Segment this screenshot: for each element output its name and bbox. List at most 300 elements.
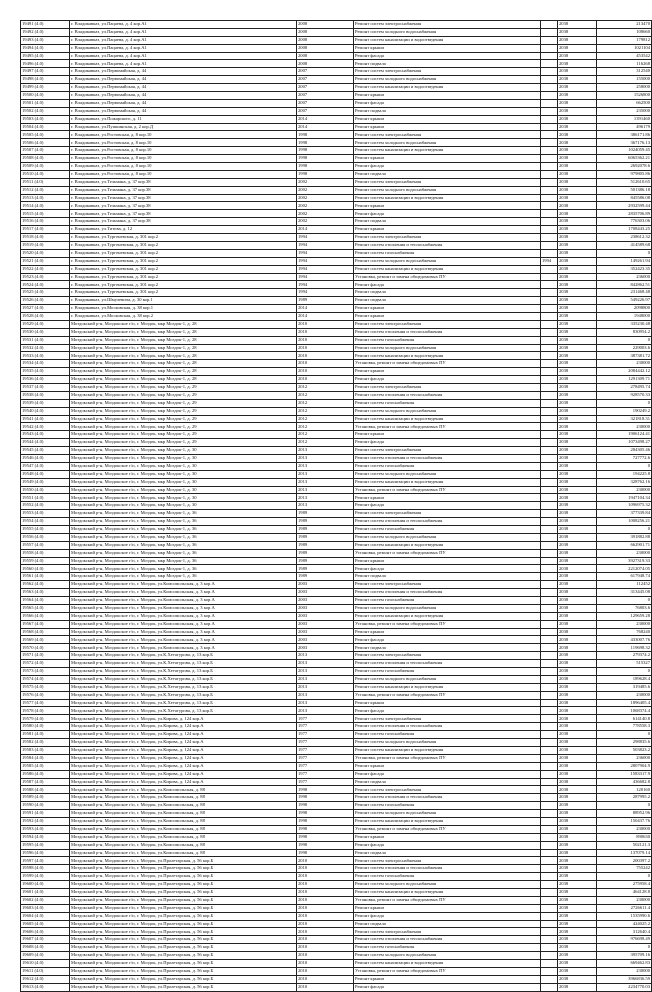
table-row <box>21 265 652 273</box>
plan-year-cell: 2038 <box>558 21 597 29</box>
sum-cell: 3927319.33 <box>597 557 652 565</box>
address-cell: Моздокский р-н, Моздокское г/п, г. Моздок, мкр Моздок-1, д. 36 <box>70 510 297 518</box>
row-id-cell: 19610 (4.0) <box>21 959 70 967</box>
table-row <box>21 597 652 605</box>
build-year-cell: 2013 <box>297 691 354 699</box>
row-id-cell: 19569 (4.0) <box>21 636 70 644</box>
table-row <box>21 336 652 344</box>
address-cell: Моздокский р-н, Моздокское г/п, г. Моздок, ул.К.Хетагурова, д. 13 кор.Б <box>70 668 297 676</box>
work-type-cell: Ремонт систем газоснабжения <box>354 526 541 534</box>
row-id-cell: 19587 (4.0) <box>21 778 70 786</box>
address-cell: Моздокский р-н, Моздокское г/п, г. Моздок, ул.Пролетарская, д. 56 кор.Б <box>70 944 297 952</box>
plan-year-cell: 2038 <box>558 912 597 920</box>
row-id-cell: 19499 (4.0) <box>21 84 70 92</box>
extra-year-cell <box>541 99 558 107</box>
build-year-cell: 2010 <box>297 881 354 889</box>
sum-cell: 414589.68 <box>597 241 652 249</box>
sum-cell: 231468.48 <box>597 289 652 297</box>
row-id-cell: 19512 (4.0) <box>21 186 70 194</box>
sum-cell: 312640.4 <box>597 928 652 936</box>
build-year-cell: 2010 <box>297 983 354 991</box>
extra-year-cell <box>541 163 558 171</box>
address-cell: Моздокский р-н, Моздокское г/п, г. Моздок, ул.Комсомольская, д. 88 <box>70 817 297 825</box>
table-row <box>21 675 652 683</box>
work-type-cell: Ремонт подвала <box>354 920 541 928</box>
plan-year-cell: 2038 <box>558 691 597 699</box>
row-id-cell: 19588 (4.0) <box>21 786 70 794</box>
extra-year-cell <box>541 226 558 234</box>
extra-year-cell <box>541 210 558 218</box>
build-year-cell: 2007 <box>297 84 354 92</box>
extra-year-cell <box>541 849 558 857</box>
sum-cell: 313445.08 <box>597 589 652 597</box>
build-year-cell: 2003 <box>297 644 354 652</box>
table-row <box>21 786 652 794</box>
sum-cell: 287995.2 <box>597 794 652 802</box>
address-cell: г. Владикавказ, ул.Шмулевича, д. 30 кор.1 <box>70 297 297 305</box>
work-type-cell: Ремонт систем отопления и теплоснабжения <box>354 454 541 462</box>
work-type-cell: Ремонт подвала <box>354 107 541 115</box>
address-cell: г. Владикавказ, ул.Первомайская, д. 44 <box>70 76 297 84</box>
sum-cell: 229003.6 <box>597 344 652 352</box>
extra-year-cell <box>541 675 558 683</box>
build-year-cell: 2013 <box>297 668 354 676</box>
table-row <box>21 360 652 368</box>
address-cell: Моздокский р-н, Моздокское г/п, г. Моздок, мкр Моздок-1, д. 30 <box>70 454 297 462</box>
row-id-cell: 19525 (4.0) <box>21 289 70 297</box>
build-year-cell: 2013 <box>297 494 354 502</box>
sum-cell: 503823.2 <box>597 746 652 754</box>
plan-year-cell: 2038 <box>558 76 597 84</box>
document-page <box>20 20 650 992</box>
table-row <box>21 865 652 873</box>
extra-year-cell <box>541 896 558 904</box>
extra-year-cell <box>541 557 558 565</box>
work-type-cell: Ремонт систем холодного водоснабжения <box>354 810 541 818</box>
work-type-cell: Ремонт крыши <box>354 123 541 131</box>
build-year-cell: 2007 <box>297 76 354 84</box>
extra-year-cell <box>541 739 558 747</box>
sum-cell: 0 <box>597 802 652 810</box>
extra-year-cell <box>541 707 558 715</box>
plan-year-cell: 2038 <box>558 194 597 202</box>
table-row <box>21 494 652 502</box>
extra-year-cell <box>541 770 558 778</box>
sum-cell: 137079.14 <box>597 849 652 857</box>
extra-year-cell <box>541 494 558 502</box>
plan-year-cell: 2038 <box>558 841 597 849</box>
table-row <box>21 565 652 573</box>
table-row <box>21 218 652 226</box>
plan-year-cell: 2038 <box>558 928 597 936</box>
address-cell: г. Владикавказ, ул.Тургеневская, д. 301 кор.2 <box>70 234 297 242</box>
plan-year-cell: 2038 <box>558 833 597 841</box>
build-year-cell: 2002 <box>297 194 354 202</box>
row-id-cell: 19554 (4.0) <box>21 518 70 526</box>
address-cell: Моздокский р-н, Моздокское г/п, г. Моздок, ул.Пролетарская, д. 56 кор.Б <box>70 912 297 920</box>
build-year-cell: 1994 <box>297 234 354 242</box>
address-cell: Моздокский р-н, Моздокское г/п, г. Моздок, ул.К.Хетагурова, д. 13 кор.Б <box>70 660 297 668</box>
table-row <box>21 746 652 754</box>
row-id-cell: 19493 (4.0) <box>21 36 70 44</box>
sum-cell: 1008256.21 <box>597 518 652 526</box>
row-id-cell: 19579 (4.0) <box>21 715 70 723</box>
extra-year-cell <box>541 975 558 983</box>
sum-cell: 387381.72 <box>597 352 652 360</box>
table-row <box>21 423 652 431</box>
address-cell: г. Владикавказ, ул.Ростовская, д. 8 кор.10 <box>70 155 297 163</box>
row-id-cell: 19600 (4.0) <box>21 881 70 889</box>
extra-year-cell <box>541 778 558 786</box>
table-row <box>21 952 652 960</box>
plan-year-cell: 2038 <box>558 920 597 928</box>
plan-year-cell: 2038 <box>558 320 597 328</box>
work-type-cell: Ремонт фасада <box>354 707 541 715</box>
plan-year-cell: 2038 <box>558 107 597 115</box>
work-type-cell: Ремонт систем канализации и водоотведения <box>354 352 541 360</box>
extra-year-cell <box>541 407 558 415</box>
extra-year-cell <box>541 462 558 470</box>
sum-cell: 88952.96 <box>597 810 652 818</box>
work-type-cell: Ремонт систем канализации и водоотведения <box>354 541 541 549</box>
extra-year-cell <box>541 84 558 92</box>
extra-year-cell <box>541 470 558 478</box>
plan-year-cell: 2038 <box>558 888 597 896</box>
row-id-cell: 19612 (4.0) <box>21 975 70 983</box>
table-row <box>21 76 652 84</box>
row-id-cell: 19537 (4.0) <box>21 383 70 391</box>
address-cell: Моздокский р-н, Моздокское г/п, г. Моздок, ул.Пролетарская, д. 56 кор.Б <box>70 881 297 889</box>
work-type-cell: Ремонт систем газоснабжения <box>354 731 541 739</box>
work-type-cell: Ремонт подвала <box>354 289 541 297</box>
address-cell: Моздокский р-н, Моздокское г/п, г. Моздок, ул.Кирова, д. 124 кор.А <box>70 762 297 770</box>
build-year-cell: 1998 <box>297 841 354 849</box>
build-year-cell: 1998 <box>297 794 354 802</box>
table-row <box>21 210 652 218</box>
work-type-cell: Ремонт систем канализации и водоотведения <box>354 415 541 423</box>
row-id-cell: 19534 (4.0) <box>21 360 70 368</box>
sum-cell: 194225.8 <box>597 470 652 478</box>
plan-year-cell: 2038 <box>558 739 597 747</box>
address-cell: г. Владикавказ, ул.Первомайская, д. 44 <box>70 92 297 100</box>
row-id-cell: 19536 (4.0) <box>21 376 70 384</box>
work-type-cell: Установка, ремонт и замена общедомовых ПУ <box>354 754 541 762</box>
build-year-cell: 2012 <box>297 415 354 423</box>
plan-year-cell: 2038 <box>558 202 597 210</box>
address-cell: г. Владикавказ, ул.Пацаева, д. 4 кор.А1 <box>70 60 297 68</box>
row-id-cell: 19529 (4.0) <box>21 320 70 328</box>
plan-year-cell: 2038 <box>558 904 597 912</box>
build-year-cell: 1989 <box>297 557 354 565</box>
extra-year-cell <box>541 178 558 186</box>
build-year-cell: 2014 <box>297 305 354 313</box>
work-type-cell: Ремонт систем холодного водоснабжения <box>354 28 541 36</box>
row-id-cell: 19571 (4.0) <box>21 652 70 660</box>
plan-year-cell: 2038 <box>558 234 597 242</box>
sum-cell: 129659.28 <box>597 612 652 620</box>
row-id-cell: 19528 (4.0) <box>21 312 70 320</box>
row-id-cell: 19578 (4.0) <box>21 707 70 715</box>
address-cell: Моздокский р-н, Моздокское г/п, г. Моздок, ул.Комсомольская, д. 3 кор.А <box>70 628 297 636</box>
build-year-cell: 2014 <box>297 226 354 234</box>
work-type-cell: Ремонт систем электроснабжения <box>354 715 541 723</box>
work-type-cell: Ремонт систем канализации и водоотведения <box>354 612 541 620</box>
work-type-cell: Ремонт крыши <box>354 431 541 439</box>
table-row <box>21 944 652 952</box>
address-cell: Моздокский р-н, Моздокское г/п, г. Моздок, мкр Моздок-1, д. 28 <box>70 376 297 384</box>
row-id-cell: 19597 (4.0) <box>21 857 70 865</box>
work-type-cell: Ремонт систем газоснабжения <box>354 668 541 676</box>
address-cell: Моздокский р-н, Моздокское г/п, г. Моздок, ул.К.Хетагурова, д. 13 кор.Б <box>70 691 297 699</box>
extra-year-cell <box>541 920 558 928</box>
build-year-cell: 1998 <box>297 802 354 810</box>
plan-year-cell: 2038 <box>558 241 597 249</box>
row-id-cell: 19575 (4.0) <box>21 683 70 691</box>
table-row <box>21 628 652 636</box>
extra-year-cell <box>541 399 558 407</box>
plan-year-cell: 2038 <box>558 265 597 273</box>
extra-year-cell <box>541 731 558 739</box>
address-cell: Моздокский р-н, Моздокское г/п, г. Моздок, мкр Моздок-1, д. 30 <box>70 447 297 455</box>
extra-year-cell <box>541 825 558 833</box>
work-type-cell: Ремонт систем электроснабжения <box>354 786 541 794</box>
table-row <box>21 305 652 313</box>
row-id-cell: 19523 (4.0) <box>21 273 70 281</box>
table-row <box>21 99 652 107</box>
work-type-cell: Ремонт крыши <box>354 833 541 841</box>
sum-cell: 230000 <box>597 896 652 904</box>
work-type-cell: Ремонт крыши <box>354 226 541 234</box>
plan-year-cell: 2038 <box>558 549 597 557</box>
table-row <box>21 967 652 975</box>
address-cell: Моздокский р-н, Моздокское г/п, г. Моздок, мкр Моздок-1, д. 36 <box>70 526 297 534</box>
build-year-cell: 2010 <box>297 336 354 344</box>
plan-year-cell: 2038 <box>558 218 597 226</box>
address-cell: Моздокский р-н, Моздокское г/п, г. Моздок, ул.Комсомольская, д. 3 кор.А <box>70 620 297 628</box>
address-cell: Моздокский р-н, Моздокское г/п, г. Моздок, ул.Комсомольская, д. 88 <box>70 825 297 833</box>
extra-year-cell <box>541 28 558 36</box>
build-year-cell: 1989 <box>297 526 354 534</box>
table-row <box>21 518 652 526</box>
table-row <box>21 691 652 699</box>
work-type-cell: Установка, ремонт и замена общедомовых ПУ <box>354 967 541 975</box>
work-type-cell: Ремонт крыши <box>354 904 541 912</box>
table-row <box>21 383 652 391</box>
work-type-cell: Ремонт систем канализации и водоотведения <box>354 147 541 155</box>
sum-cell: 0 <box>597 526 652 534</box>
extra-year-cell <box>541 636 558 644</box>
sum-cell: 1708443.25 <box>597 226 652 234</box>
table-row <box>21 770 652 778</box>
plan-year-cell: 2038 <box>558 210 597 218</box>
address-cell: Моздокский р-н, Моздокское г/п, г. Моздок, ул.Пролетарская, д. 56 кор.Б <box>70 983 297 991</box>
table-row <box>21 312 652 320</box>
address-cell: г. Владикавказ, ул.Ростовская, д. 8 кор.10 <box>70 147 297 155</box>
row-id-cell: 19522 (4.0) <box>21 265 70 273</box>
row-id-cell: 19592 (4.0) <box>21 817 70 825</box>
build-year-cell: 2003 <box>297 636 354 644</box>
build-year-cell: 1977 <box>297 778 354 786</box>
build-year-cell: 2003 <box>297 581 354 589</box>
sum-cell: 0 <box>597 731 652 739</box>
plan-year-cell: 2038 <box>558 99 597 107</box>
extra-year-cell <box>541 439 558 447</box>
sum-cell: 1583317.9 <box>597 770 652 778</box>
sum-cell: 0 <box>597 462 652 470</box>
sum-cell: 230000 <box>597 620 652 628</box>
row-id-cell: 19535 (4.0) <box>21 368 70 376</box>
address-cell: Моздокский р-н, Моздокское г/п, г. Моздок, ул.Комсомольская, д. 3 кор.А <box>70 597 297 605</box>
sum-cell: 0 <box>597 944 652 952</box>
plan-year-cell: 2038 <box>558 226 597 234</box>
row-id-cell: 19603 (4.0) <box>21 904 70 912</box>
work-type-cell: Установка, ремонт и замена общедомовых ПУ <box>354 825 541 833</box>
table-row <box>21 589 652 597</box>
row-id-cell: 19492 (4.0) <box>21 28 70 36</box>
work-type-cell: Ремонт систем газоснабжения <box>354 802 541 810</box>
table-row <box>21 581 652 589</box>
work-type-cell: Ремонт систем отопления и теплоснабжения <box>354 723 541 731</box>
table-row <box>21 928 652 936</box>
extra-year-cell <box>541 620 558 628</box>
table-row <box>21 975 652 983</box>
sum-cell: 200397.2 <box>597 857 652 865</box>
plan-year-cell: 2038 <box>558 952 597 960</box>
address-cell: Моздокский р-н, Моздокское г/п, г. Моздок, мкр Моздок-1, д. 36 <box>70 573 297 581</box>
sum-cell: 120160 <box>597 786 652 794</box>
work-type-cell: Ремонт фасада <box>354 841 541 849</box>
work-type-cell: Ремонт систем отопления и теплоснабжения <box>354 518 541 526</box>
work-type-cell: Ремонт систем электроснабжения <box>354 928 541 936</box>
build-year-cell: 2010 <box>297 936 354 944</box>
work-type-cell: Ремонт систем электроснабжения <box>354 320 541 328</box>
address-cell: Моздокский р-н, Моздокское г/п, г. Моздок, ул.Комсомольская, д. 3 кор.А <box>70 644 297 652</box>
address-cell: Моздокский р-н, Моздокское г/п, г. Моздок, мкр Моздок-1, д. 36 <box>70 533 297 541</box>
plan-year-cell: 2038 <box>558 312 597 320</box>
address-cell: г. Владикавказ, ул.Московская, д. 38 кор.2 <box>70 312 297 320</box>
address-cell: Моздокский р-н, Моздокское г/п, г. Моздок, ул.Комсомольская, д. 3 кор.А <box>70 589 297 597</box>
table-row <box>21 320 652 328</box>
extra-year-cell <box>541 541 558 549</box>
build-year-cell: 1977 <box>297 715 354 723</box>
build-year-cell: 2012 <box>297 383 354 391</box>
table-row <box>21 399 652 407</box>
plan-year-cell: 2038 <box>558 383 597 391</box>
table-row <box>21 139 652 147</box>
work-type-cell: Ремонт крыши <box>354 202 541 210</box>
sum-cell: 0 <box>597 399 652 407</box>
plan-year-cell: 2038 <box>558 770 597 778</box>
work-type-cell: Установка, ремонт и замена общедомовых ПУ <box>354 360 541 368</box>
work-type-cell: Ремонт фасада <box>354 52 541 60</box>
plan-year-cell: 2038 <box>558 28 597 36</box>
extra-year-cell <box>541 944 558 952</box>
work-type-cell: Ремонт систем холодного водоснабжения <box>354 257 541 265</box>
row-id-cell: 19533 (4.0) <box>21 352 70 360</box>
address-cell: Моздокский р-н, Моздокское г/п, г. Моздок, ул.Кирова, д. 124 кор.А <box>70 731 297 739</box>
build-year-cell: 1994 <box>297 265 354 273</box>
build-year-cell: 2010 <box>297 368 354 376</box>
build-year-cell: 2002 <box>297 178 354 186</box>
address-cell: г. Владикавказ, ул.Тельмана, д. 37 кор.38 <box>70 186 297 194</box>
row-id-cell: 19507 (4.0) <box>21 147 70 155</box>
row-id-cell: 19572 (4.0) <box>21 660 70 668</box>
address-cell: Моздокский р-н, Моздокское г/п, г. Моздок, мкр Моздок-1, д. 30 <box>70 478 297 486</box>
address-cell: г. Владикавказ, ул.Пацаева, д. 4 кор.А1 <box>70 44 297 52</box>
work-type-cell: Ремонт подвала <box>354 778 541 786</box>
table-row <box>21 668 652 676</box>
build-year-cell: 1998 <box>297 786 354 794</box>
build-year-cell: 2010 <box>297 952 354 960</box>
table-row <box>21 857 652 865</box>
plan-year-cell: 2038 <box>558 44 597 52</box>
plan-year-cell: 2038 <box>558 794 597 802</box>
build-year-cell: 1977 <box>297 746 354 754</box>
row-id-cell: 19517 (4.0) <box>21 226 70 234</box>
plan-year-cell: 2038 <box>558 565 597 573</box>
sum-cell: 778558.3 <box>597 723 652 731</box>
table-row <box>21 912 652 920</box>
sum-cell: 928570.33 <box>597 391 652 399</box>
table-row <box>21 123 652 131</box>
build-year-cell: 1998 <box>297 131 354 139</box>
table-row <box>21 549 652 557</box>
table-row <box>21 802 652 810</box>
sum-cell: 258000 <box>597 84 652 92</box>
sum-cell: 312540 <box>597 68 652 76</box>
row-id-cell: 19604 (4.0) <box>21 912 70 920</box>
extra-year-cell <box>541 68 558 76</box>
work-type-cell: Ремонт систем холодного водоснабжения <box>354 675 541 683</box>
plan-year-cell: 2038 <box>558 170 597 178</box>
work-type-cell: Ремонт крыши <box>354 628 541 636</box>
extra-year-cell <box>541 581 558 589</box>
table-row <box>21 178 652 186</box>
sum-cell: 0 <box>597 668 652 676</box>
table-row <box>21 959 652 967</box>
row-id-cell: 19491 (4.0) <box>21 21 70 29</box>
table-row <box>21 470 652 478</box>
plan-year-cell: 2038 <box>558 533 597 541</box>
plan-year-cell: 2038 <box>558 589 597 597</box>
plan-year-cell: 2038 <box>558 415 597 423</box>
plan-year-cell: 2038 <box>558 597 597 605</box>
sum-cell: 1526800 <box>597 92 652 100</box>
plan-year-cell: 2038 <box>558 423 597 431</box>
table-row <box>21 194 652 202</box>
plan-year-cell: 2038 <box>558 699 597 707</box>
work-type-cell: Ремонт систем электроснабжения <box>354 857 541 865</box>
plan-year-cell: 2038 <box>558 573 597 581</box>
plan-year-cell: 2038 <box>558 52 597 60</box>
build-year-cell: 2012 <box>297 399 354 407</box>
work-type-cell: Ремонт подвала <box>354 297 541 305</box>
row-id-cell: 19609 (4.0) <box>21 952 70 960</box>
work-type-cell: Ремонт крыши <box>354 115 541 123</box>
work-type-cell: Ремонт фасада <box>354 770 541 778</box>
build-year-cell: 2010 <box>297 360 354 368</box>
row-id-cell: 19561 (4.0) <box>21 573 70 581</box>
row-id-cell: 19583 (4.0) <box>21 746 70 754</box>
table-row <box>21 486 652 494</box>
plan-year-cell: 2038 <box>558 896 597 904</box>
extra-year-cell <box>541 936 558 944</box>
address-cell: г. Владикавказ, ул.Тургеневская, д. 301 кор.2 <box>70 241 297 249</box>
row-id-cell: 19562 (4.0) <box>21 581 70 589</box>
extra-year-cell <box>541 486 558 494</box>
sum-cell: 662901.71 <box>597 541 652 549</box>
sum-cell: 2234770.03 <box>597 983 652 991</box>
